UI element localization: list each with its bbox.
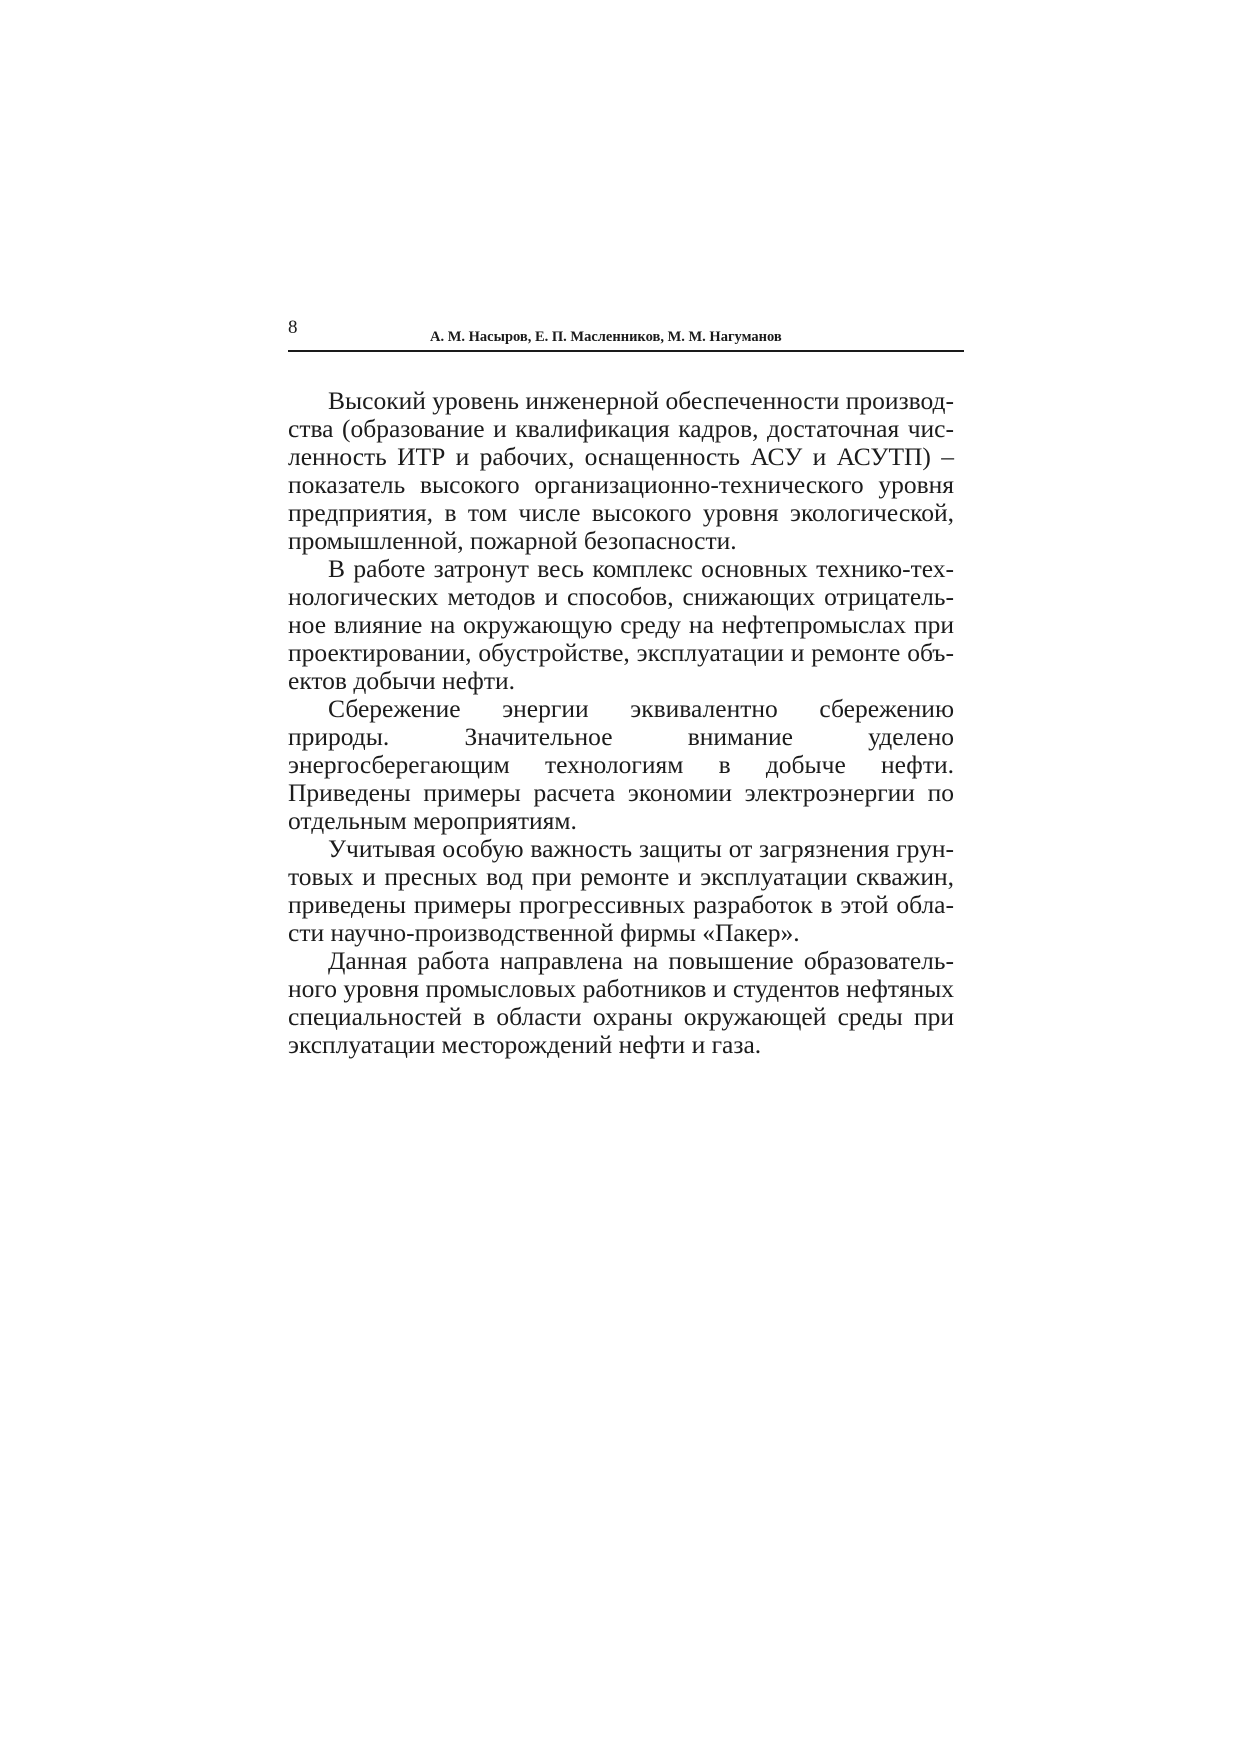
header-authors: А. М. Насыров, Е. П. Масленников, М. М. Нагуманов: [430, 329, 782, 345]
running-header: [288, 318, 964, 352]
body-text: [288, 387, 954, 1059]
paragraph-education: Данная работа направлена на повышение образовательного уровня промысловых работников и студентов нефтяных специальностей в области охраны окружающей среды при эксплуатации месторождений нефти и газа.: [288, 946, 954, 1059]
paragraph-water-protection: Учитывая особую важность защиты от загрязнения грунтовых и пресных вод при ремонте и эксплуатации скважин, приведены примеры прогрессивных разработок в этой области научно-производственной фирмы «Пакер».: [288, 834, 954, 947]
page-number: 8: [288, 317, 298, 338]
paragraph-technology-methods: В работе затронут весь комплекс основных технико-технологических методов и способов, снижающих отрицательное влияние на окружающую среду на нефтепромыслах при проектировании, обустройстве, эксплуатации и ремонте объектов добычи нефти.: [288, 554, 954, 695]
paragraph-engineering-support: Высокий уровень инженерной обеспеченности производства (образование и квалификация кадров, достаточная численность ИТР и рабочих, оснащенность АСУ и АСУТП) – показатель высокого организационно-технического уровня предприятия, в том числе высокого уровня экологической, промышленной, пожарной безопасности.: [288, 386, 954, 555]
paragraph-energy-saving: Сбережение энергии эквивалентно сбережению природы. Значительное внимание уделено энергосберегающим технологиям в добыче нефти. Приведены примеры расчета экономии электроэнергии по отдельным мероприятиям.: [288, 694, 954, 835]
